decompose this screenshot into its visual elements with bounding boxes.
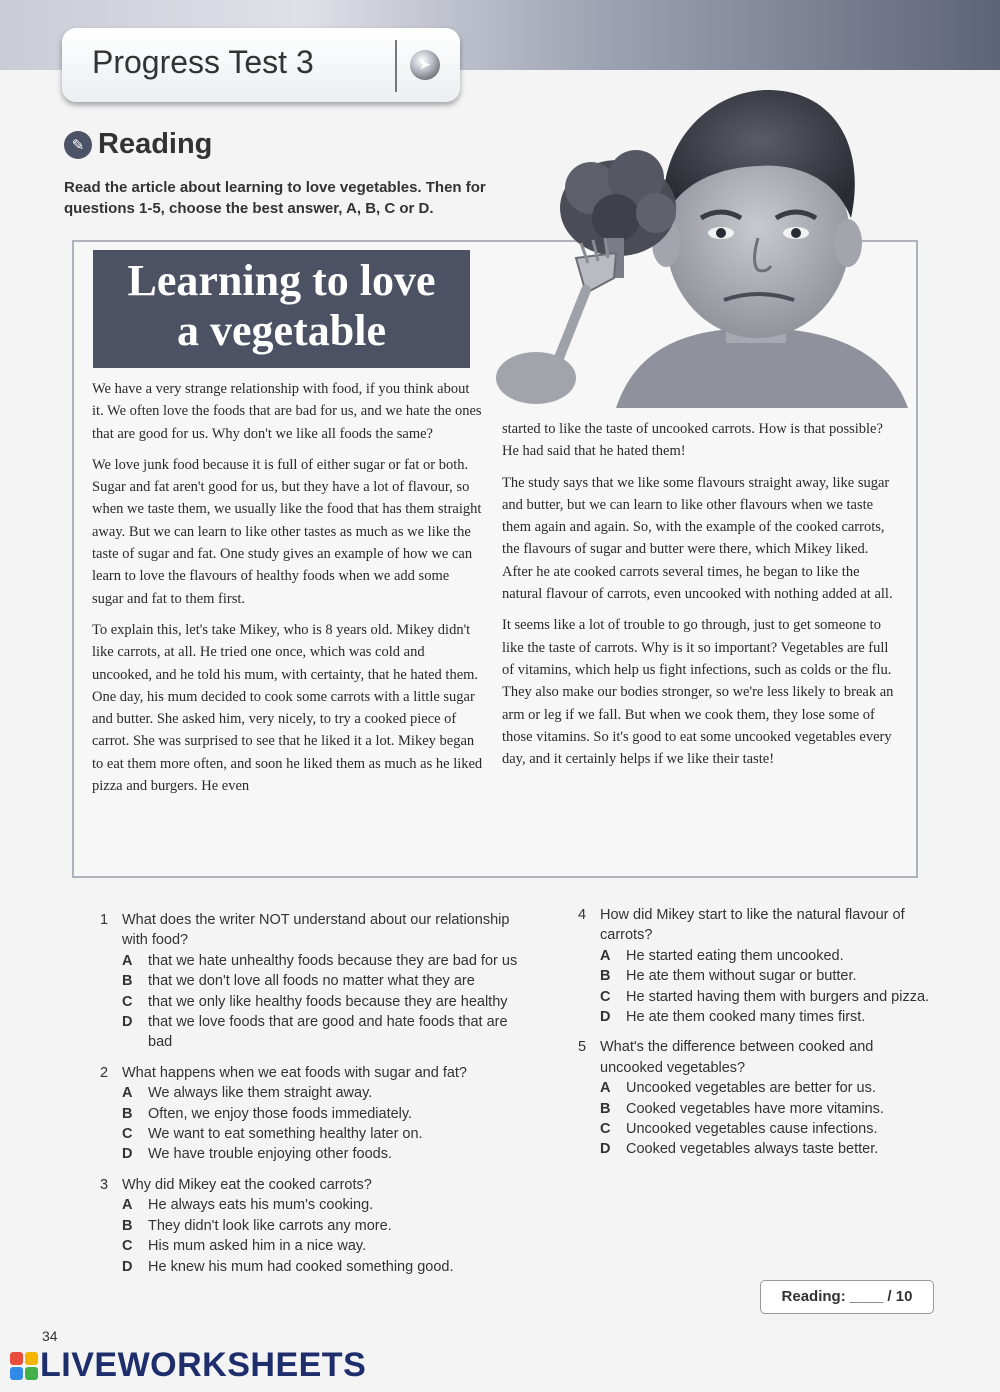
answer-option[interactable]: B Cooked vegetables have more vitamins. [600, 1100, 884, 1117]
answer-option[interactable]: A He started eating them uncooked. [600, 947, 844, 964]
answer-option[interactable]: B that we don't love all foods no matter what they are [122, 973, 475, 990]
article-column-right [502, 418, 894, 779]
question-text: What's the difference between cooked and uncooked vegetables? [600, 1039, 874, 1076]
answer-option[interactable]: C His mum asked him in a nice way. [122, 1238, 367, 1255]
question-text: What does the writer NOT understand about our relationship with food? [122, 912, 510, 949]
questions-right [578, 905, 930, 1170]
question-5 [578, 1037, 930, 1159]
article-column-left [92, 378, 484, 806]
answer-option[interactable]: D We have trouble enjoying other foods. [122, 1146, 392, 1163]
score-total: / 10 [887, 1288, 913, 1305]
instructions: Read the article about learning to love vegetables. Then for questions 1-5, choose the best answer, A, B, C or D. [64, 179, 486, 217]
answer-option[interactable]: B They didn't look like carrots any more. [122, 1217, 392, 1234]
headline-line-2: a vegetable [177, 306, 386, 355]
answer-option[interactable]: B Often, we enjoy those foods immediately. [122, 1105, 413, 1122]
answer-option[interactable]: A that we hate unhealthy foods because they are bad for us [122, 952, 518, 969]
question-4 [578, 905, 930, 1027]
reading-score-box[interactable] [760, 1280, 934, 1314]
headline-line-1: Learning to love [127, 256, 436, 305]
questions-left [100, 910, 532, 1287]
circle-arrow-icon: ➤ [410, 50, 440, 80]
answer-option[interactable]: A He always eats his mum's cooking. [122, 1197, 374, 1214]
question-number: 5 [578, 1039, 587, 1056]
question-text: How did Mikey start to like the natural flavour of carrots? [600, 907, 905, 944]
brand-name: LIVEWORKSHEETS [40, 1346, 367, 1384]
page-title: Progress Test 3 [92, 44, 314, 80]
article-paragraph: started to like the taste of uncooked carrots. How is that possible? He had said that he hated them! [502, 421, 883, 460]
answer-option[interactable]: C that we only like healthy foods because they are healthy [122, 993, 508, 1010]
article-paragraph: We have a very strange relationship with food, if you think about it. We often love the foods that are bad for us, and we hate the ones that are good for us. Why don't we like all foods the same? [92, 381, 482, 442]
question-number: 3 [100, 1176, 109, 1193]
score-blank[interactable]: ____ [849, 1288, 884, 1305]
article-paragraph: It seems like a lot of trouble to go through, just to get someone to like the taste of carrots. Why is it so important? Vegetables are full of vitamins, which help us fight infections, such as colds or the flu. They also make our bodies stronger, so we're less likely to break an arm or leg if we fall. But when we cook them, they lose some of those vitamins. So it's good to eat some uncooked vegetables every day, and it certainly helps if we like their taste! [502, 617, 894, 768]
answer-option[interactable]: D Cooked vegetables always taste better. [600, 1141, 879, 1158]
question-number: 2 [100, 1064, 109, 1081]
title-divider [395, 40, 397, 92]
boy-broccoli-photo [496, 78, 908, 408]
answer-option[interactable]: C Uncooked vegetables cause infections. [600, 1121, 878, 1138]
reading-icon: ✎ [64, 131, 92, 159]
article-paragraph: We love junk food because it is full of either sugar or fat or both. Sugar and fat aren't good for us, but they have a lot of flavour, so when we taste them, we usually like the food that has them straight away. But we can learn to like other tastes as much as we like the taste of sugar and fat. One study gives an example of how we can learn to love the flavours of healthy foods when we add some sugar and fat to them first. [92, 456, 482, 607]
answer-option[interactable]: B He ate them without sugar or butter. [600, 968, 857, 985]
question-number: 4 [578, 907, 587, 923]
answer-option[interactable]: C He started having them with burgers and pizza. [600, 988, 930, 1005]
question-number: 1 [100, 912, 109, 928]
section-title: Reading [98, 128, 213, 160]
question-text: What happens when we eat foods with sugar and fat? [122, 1064, 467, 1081]
article-paragraph: The study says that we like some flavours straight away, like sugar and butter, but we can learn to like other flavours when we taste them again and again. So, with the example of the cooked carrots, the flavours of sugar and butter were there, which Mikey liked. After he ate cooked carrots several times, he began to like the natural flavour of carrots, even uncooked with nothing added at all. [502, 474, 893, 603]
answer-option[interactable]: C We want to eat something healthy later on. [122, 1126, 423, 1143]
article-headline [93, 256, 470, 356]
question-3 [100, 1175, 532, 1277]
article-paragraph: To explain this, let's take Mikey, who is 8 years old. Mikey didn't like carrots, at all. He tried one once, which was cold and uncooked, and he told his mum, with certainty, that he hated them. One day, his mum decided to cook some carrots with a little sugar and butter. She asked him, very nicely, to try a cooked piece of carrot. She was surprised to see that he liked it a lot. Mikey began to eat them more often, and soon he liked them as much as he liked pizza and burgers. He even [92, 621, 483, 795]
answer-option[interactable]: A We always like them straight away. [122, 1085, 373, 1102]
question-1 [100, 910, 532, 1053]
page-number: 34 [42, 1328, 58, 1344]
answer-option[interactable]: A Uncooked vegetables are better for us. [600, 1080, 876, 1097]
question-2 [100, 1063, 532, 1165]
answer-option[interactable]: D He ate them cooked many times first. [600, 1009, 866, 1026]
liveworksheets-logo-icon [10, 1352, 38, 1380]
score-label: Reading: [781, 1288, 846, 1305]
question-text: Why did Mikey eat the cooked carrots? [122, 1176, 372, 1193]
answer-option[interactable]: D He knew his mum had cooked something good. [122, 1258, 454, 1275]
answer-option[interactable]: D that we love foods that are good and hate foods that are bad [122, 1014, 508, 1051]
